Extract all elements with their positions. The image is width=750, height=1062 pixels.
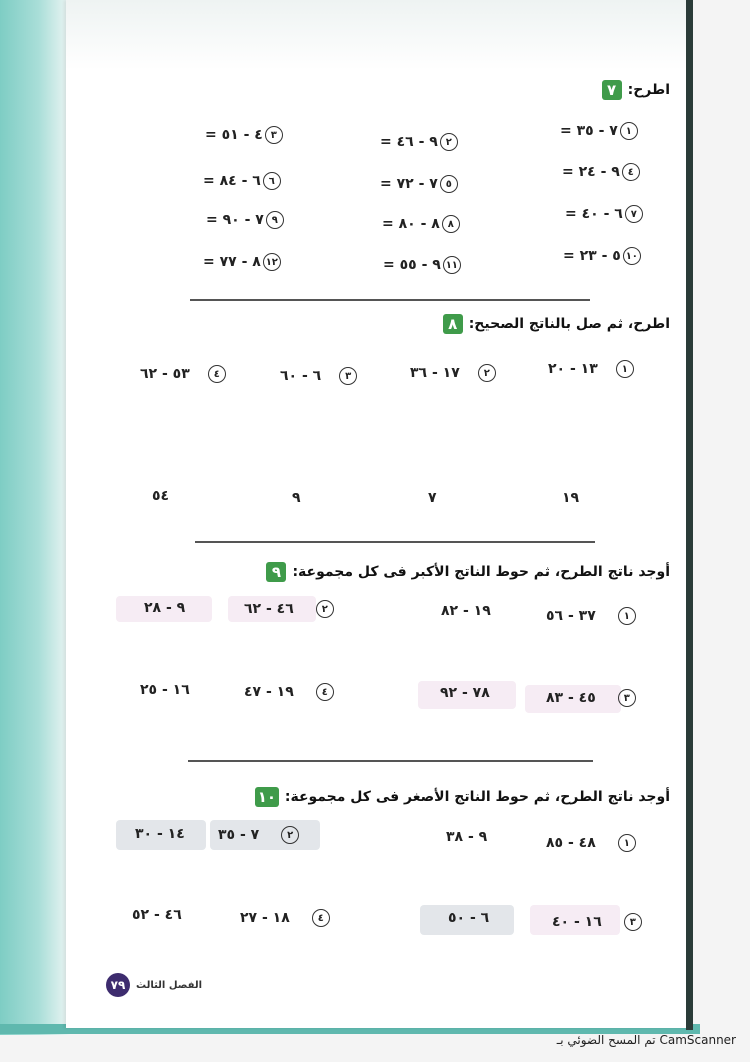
subtraction-expression: ٧ - ٧٢ = [380, 176, 438, 192]
exercise-item [380, 133, 458, 151]
exercise-item [562, 163, 640, 181]
subtraction-expression: ٣٧ - ٥٦ [546, 608, 596, 624]
item-number: ٣ [618, 689, 636, 707]
subtraction-expression: ٥٣ - ٦٢ [140, 366, 190, 382]
section-10-header [255, 787, 670, 807]
comparison-group [244, 600, 334, 618]
item-number: ١١ [443, 256, 461, 274]
item-number: ٢ [440, 133, 458, 151]
exercise-item [560, 122, 638, 140]
subtraction-expression: ٤٥ - ٨٣ [546, 690, 596, 706]
subtraction-expression: ٤٦ - ٦٢ [244, 601, 294, 617]
subtraction-expression: ٩ - ٢٨ [144, 600, 186, 616]
item-number: ٣ [624, 913, 642, 931]
section-7-header [602, 80, 670, 100]
subtraction-expression: ٩ - ٥٥ = [383, 257, 441, 273]
item-number: ٧ [625, 205, 643, 223]
subtraction-expression: ١٤ - ٣٠ [135, 826, 185, 842]
exercise-item [140, 365, 226, 383]
item-number: ٣ [339, 367, 357, 385]
item-number: ٤ [312, 909, 330, 927]
answer-option: ١٩ [562, 490, 580, 506]
subtraction-expression: ٧ - ٣٥ [218, 827, 260, 843]
subtraction-expression: ٦ - ٦٠ [280, 368, 322, 384]
subtraction-expression: ١٧ - ٣٦ [410, 365, 460, 381]
section-number: ١٠ [255, 787, 279, 807]
exercise-item [565, 205, 643, 223]
item-number: ٢ [316, 600, 334, 618]
comparison-group [218, 826, 299, 844]
section-9-header [266, 562, 670, 582]
exercise-item [203, 253, 281, 271]
exercise-item [203, 172, 281, 190]
subtraction-expression: ١٣ - ٢٠ [548, 361, 598, 377]
section-divider [195, 541, 595, 543]
comparison-group [240, 909, 330, 927]
comparison-group [552, 913, 642, 931]
subtraction-expression: ١٦ - ٢٥ [140, 682, 190, 698]
comparison-group [244, 683, 334, 701]
item-number: ٩ [266, 211, 284, 229]
item-number: ٣ [265, 126, 283, 144]
scanner-watermark: تم المسح الضوئي بـ CamScanner [556, 1033, 736, 1047]
page-right-edge [686, 0, 693, 1030]
item-number: ٤ [208, 365, 226, 383]
section-title: أوجد ناتج الطرح، ثم حوط الناتج الأكبر فى كل مجموعة: [292, 564, 670, 580]
book-cover-edge [0, 0, 70, 1035]
exercise-item [205, 126, 283, 144]
subtraction-expression: ٦ - ٨٤ = [203, 173, 261, 189]
exercise-item [382, 215, 460, 233]
subtraction-expression: ١٩ - ٤٧ [244, 684, 294, 700]
subtraction-expression: ٧٨ - ٩٢ [440, 685, 490, 701]
item-number: ١ [616, 360, 634, 378]
subtraction-expression: ٩ - ٣٨ [446, 829, 488, 845]
page-footer [106, 973, 202, 997]
exercise-item [383, 256, 461, 274]
item-number: ٨ [442, 215, 460, 233]
section-number: ٧ [602, 80, 622, 100]
exercise-item [548, 360, 634, 378]
item-number: ١ [618, 834, 636, 852]
subtraction-expression: ١٩ - ٨٢ [441, 603, 491, 619]
answer-option: ٧ [428, 490, 437, 506]
exercise-item [563, 247, 641, 265]
subtraction-expression: ٤٦ - ٥٢ [132, 907, 182, 923]
subtraction-expression: ٤٨ - ٨٥ [546, 835, 596, 851]
subtraction-expression: ٩ - ٢٤ = [562, 164, 620, 180]
worksheet-page [66, 0, 688, 1028]
item-number: ١٠ [623, 247, 641, 265]
subtraction-expression: ٤ - ٥١ = [205, 127, 263, 143]
page-number: ٧٩ [106, 973, 130, 997]
subtraction-expression: ٧ - ٣٥ = [560, 123, 618, 139]
subtraction-expression: ١٦ - ٤٠ [552, 914, 602, 930]
subtraction-expression: ٥ - ٢٣ = [563, 248, 621, 264]
exercise-item [206, 211, 284, 229]
exercise-item [410, 364, 496, 382]
subtraction-expression: ٨ - ٨٠ = [382, 216, 440, 232]
section-title: أوجد ناتج الطرح، ثم حوط الناتج الأصغر فى كل مجموعة: [284, 789, 670, 805]
comparison-group [546, 689, 636, 707]
item-number: ١ [618, 607, 636, 625]
answer-option: ٩ [292, 490, 301, 506]
page-top-shadow [66, 0, 688, 70]
subtraction-expression: ٦ - ٤٠ = [565, 206, 623, 222]
item-number: ٤ [316, 683, 334, 701]
item-number: ٤ [622, 163, 640, 181]
item-number: ٦ [263, 172, 281, 190]
item-number: ٢ [281, 826, 299, 844]
item-number: ٥ [440, 175, 458, 193]
subtraction-expression: ١٨ - ٢٧ [240, 910, 290, 926]
section-8-header [443, 314, 670, 334]
section-divider [188, 760, 593, 762]
answer-option: ٥٤ [152, 488, 170, 504]
section-number: ٩ [266, 562, 286, 582]
section-divider [190, 299, 590, 301]
section-title: اطرح: [627, 82, 670, 98]
subtraction-expression: ٧ - ٩٠ = [206, 212, 264, 228]
exercise-item [380, 175, 458, 193]
comparison-group [546, 834, 636, 852]
comparison-group [546, 607, 636, 625]
section-title: اطرح، ثم صل بالناتج الصحيح: [468, 316, 670, 332]
item-number: ١٢ [263, 253, 281, 271]
subtraction-expression: ٦ - ٥٠ [448, 910, 490, 926]
item-number: ١ [620, 122, 638, 140]
exercise-item [280, 367, 357, 385]
subtraction-expression: ٩ - ٤٦ = [380, 134, 438, 150]
subtraction-expression: ٨ - ٧٧ = [203, 254, 261, 270]
item-number: ٢ [478, 364, 496, 382]
section-number: ٨ [443, 314, 463, 334]
chapter-label: الفصل الثالث [136, 979, 203, 991]
